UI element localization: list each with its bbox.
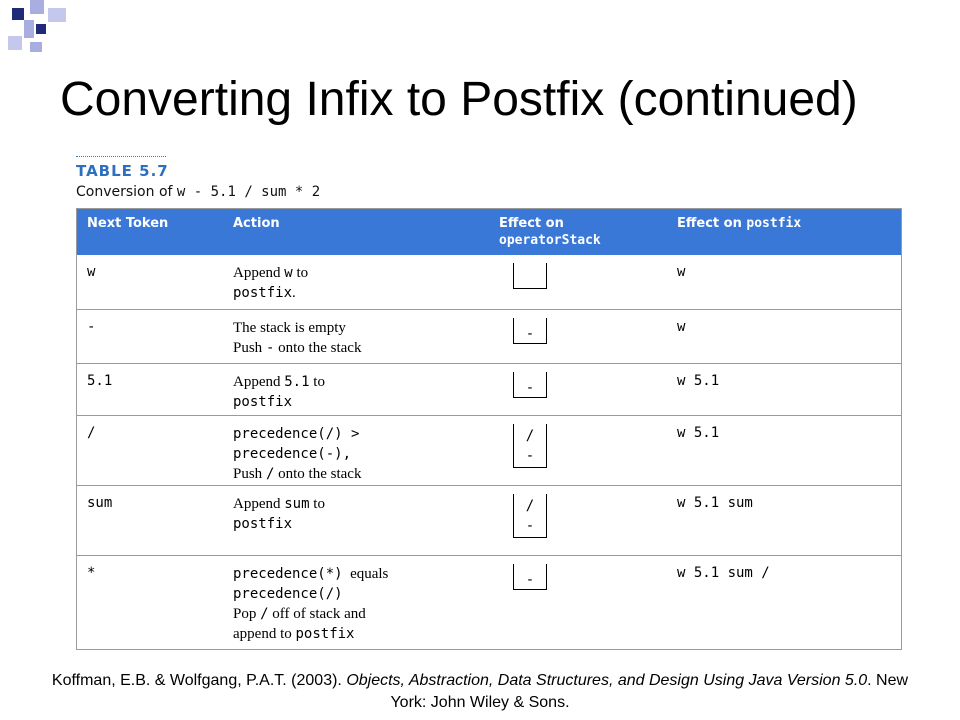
action-segment: 5.1 [284,374,310,390]
action-segment: to [309,496,325,512]
decor-square-light-5 [30,42,42,52]
cell-action [233,263,483,303]
operator-stack-diagram [513,263,547,289]
action-segment: postfix [233,394,293,410]
table-caption [76,184,320,200]
cell-effect-postfix: w [677,264,686,280]
stack-item: - [525,518,535,534]
action-line [233,338,483,358]
decor-square-light-3 [24,20,34,38]
table-row [77,255,901,309]
cell-action [233,494,483,534]
action-line [233,392,483,412]
stack-item: - [525,448,535,464]
cell-action [233,424,483,484]
action-line [233,604,483,624]
action-segment: The stack is empty [233,320,346,336]
table-caption-expression: w - 5.1 / sum * 2 [176,184,321,200]
action-line [233,372,483,392]
action-segment: precedence(/) [233,586,343,602]
action-segment: precedence(*) [233,566,343,582]
action-segment: / [265,466,275,482]
action-line [233,263,483,283]
header-effect-postfix [677,215,801,232]
stack-item: - [525,326,535,342]
decor-square-light-1 [30,0,44,14]
action-segment: Pop [233,606,261,622]
cell-effect-postfix: w 5.1 sum / [677,565,770,581]
cell-action [233,372,483,412]
operator-stack-diagram [513,424,547,468]
cell-next-token: sum [87,495,113,511]
table-caption-prefix: Conversion of [76,184,173,200]
action-line [233,318,483,338]
action-segment: . [292,285,296,301]
operator-stack-diagram [513,564,547,590]
table-row [77,309,901,364]
header-effect-stack [499,215,601,249]
action-segment: equals [342,566,389,582]
action-segment: Append [233,265,285,281]
action-segment: precedence(/) > [233,426,360,442]
header-action: Action [233,216,280,231]
action-segment: precedence(-), [233,446,352,462]
action-segment: / [260,606,269,622]
table-header [77,209,901,255]
table-row [77,485,901,556]
action-segment: - [265,340,275,356]
decor-square-light-2 [48,8,66,22]
operator-stack-diagram [513,494,547,538]
header-effect-postfix-code: postfix [746,216,802,231]
action-line [233,564,483,584]
cell-next-token: * [87,565,96,581]
decor-square-light-4 [8,36,22,50]
citation-authors: Koffman, E.B. & Wolfgang, P.A.T. (2003). [51,672,347,689]
cell-next-token: w [87,264,96,280]
action-line [233,464,483,484]
cell-action [233,564,483,644]
cell-effect-postfix: w 5.1 sum [677,495,753,511]
action-segment: w [284,265,293,281]
table-row [77,363,901,416]
action-segment: onto the stack [274,466,362,482]
header-effect-postfix-prefix: Effect on [677,216,742,231]
citation-title: Objects, Abstraction, Data Structures, and Design Using Java Version 5.0 [346,672,868,689]
stack-item: / [525,428,535,444]
table-label-rule [76,156,166,157]
action-segment: to [292,265,309,281]
action-line [233,444,483,464]
cell-effect-postfix: w 5.1 [677,425,720,441]
action-line [233,624,483,644]
action-segment: postfix [295,626,355,642]
table-label: TABLE 5.7 [76,162,169,180]
stack-item: - [525,380,535,396]
citation [40,670,920,714]
action-line [233,494,483,514]
action-segment: postfix [233,285,293,301]
operator-stack-diagram [513,318,547,344]
stack-item: / [525,498,535,514]
action-segment: Append [233,496,285,512]
action-segment: off of stack and [268,606,366,622]
citation-publisher: . New York: John Wiley & Sons. [390,672,909,711]
action-segment: append to [233,626,296,642]
table-row [77,555,901,650]
decor-square-navy-1 [12,8,24,20]
cell-next-token: - [87,319,96,335]
action-segment: sum [284,496,310,512]
action-segment: Push [233,340,266,356]
header-next-token: Next Token [87,216,169,231]
cell-action [233,318,483,358]
slide-title: Converting Infix to Postfix (continued) [60,73,858,126]
header-effect-stack-line1: Effect on [499,216,564,231]
action-segment: Push [233,466,266,482]
cell-effect-postfix: w [677,319,686,335]
stack-item: - [525,572,535,588]
header-effect-stack-line2: operatorStack [499,233,601,248]
operator-stack-diagram [513,372,547,398]
cell-next-token: 5.1 [87,373,113,389]
action-line [233,424,483,444]
cell-next-token: / [87,425,96,441]
action-line [233,584,483,604]
action-segment: Append [233,374,285,390]
action-segment: to [309,374,325,390]
cell-effect-postfix: w 5.1 [677,373,720,389]
action-segment: onto the stack [274,340,362,356]
table-row [77,415,901,486]
action-line [233,283,483,303]
action-line [233,514,483,534]
conversion-table [76,208,902,650]
action-segment: postfix [233,516,293,532]
decor-square-navy-2 [36,24,46,34]
